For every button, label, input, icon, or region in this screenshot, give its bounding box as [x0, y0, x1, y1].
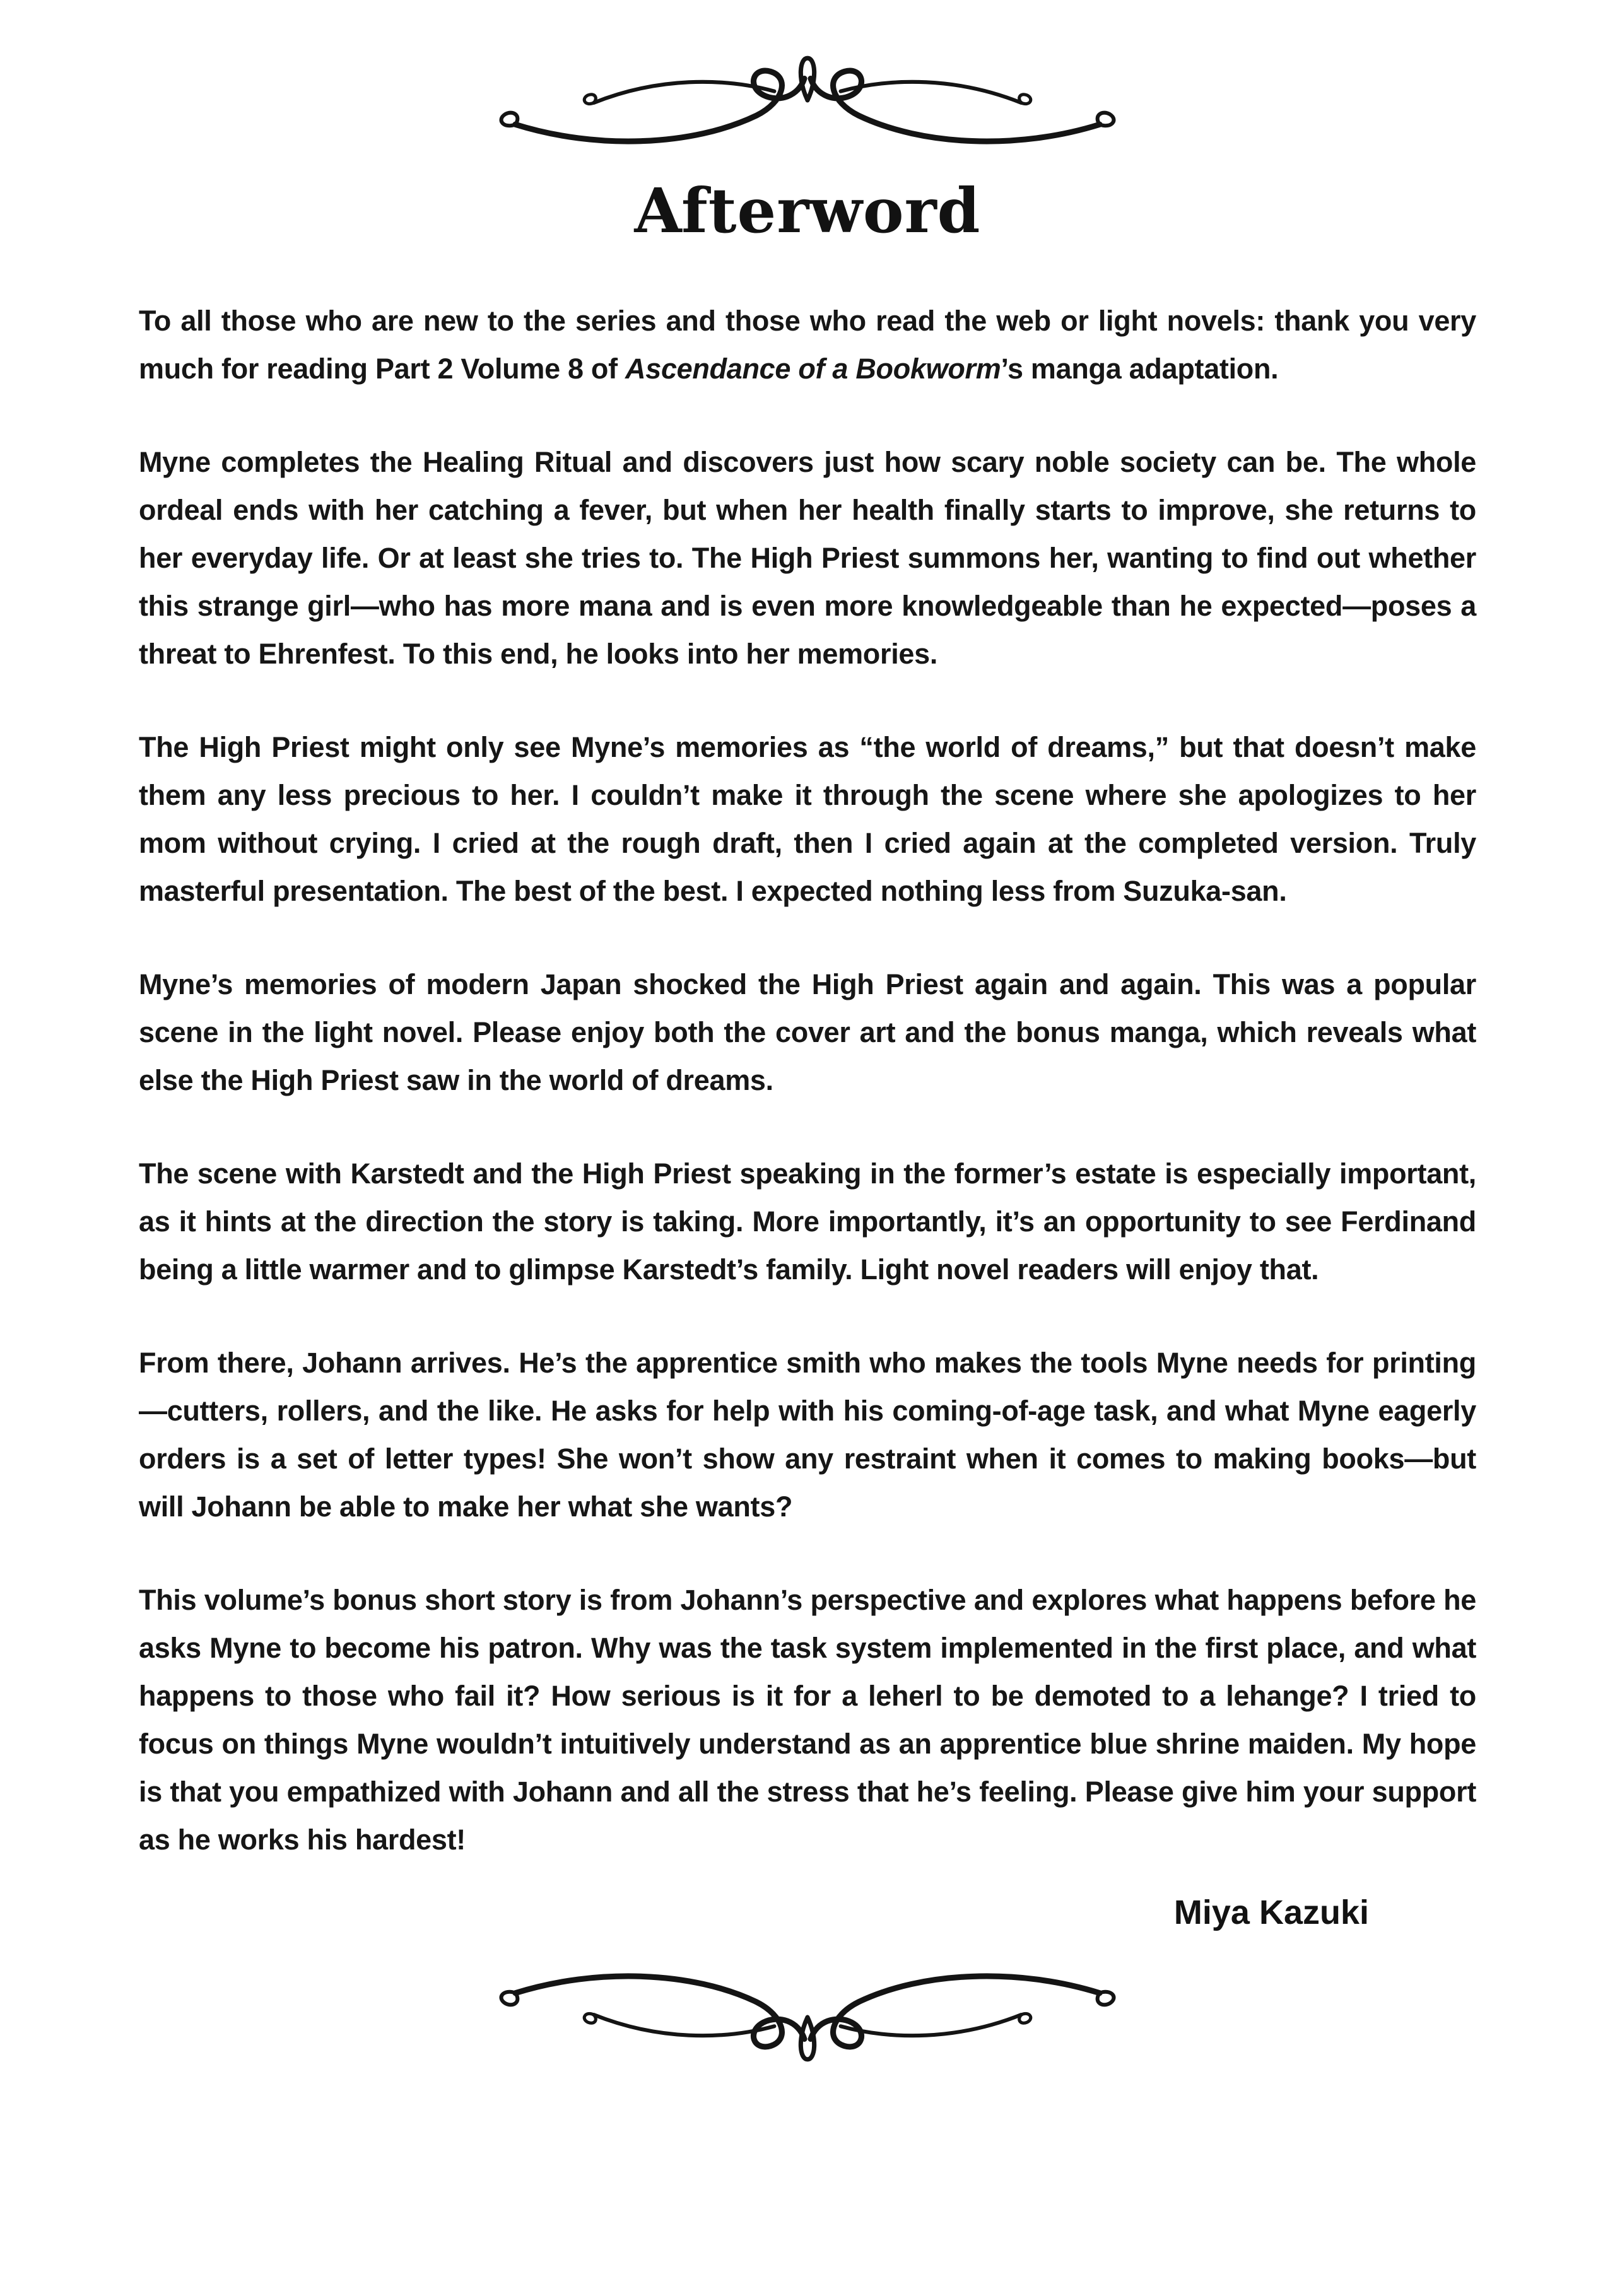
- paragraph-text: From there, Johann arrives. He’s the apprentice smith who makes the tools Myne needs for printing—cutters, rollers, and the like. He asks for help with his coming-of-age task, and what Myne eagerly orders is a set of letter types! She won’t show any restraint when it comes to making books—but will Johann be able to make her what she wants?: [139, 1347, 1476, 1523]
- paragraph: [139, 1150, 1476, 1294]
- afterword-body: [139, 297, 1476, 1864]
- paragraph: [139, 1339, 1476, 1531]
- flourish-icon: [473, 49, 1142, 164]
- paragraph-text: To all those who are new to the series and those who read the web or light novels: thank you very much for reading Part 2 Volume 8 of: [139, 305, 1476, 385]
- flourish-icon: [473, 1953, 1142, 2068]
- paragraph-text: This volume’s bonus short story is from Johann’s perspective and explores what happens before he asks Myne to become his patron. Why was the task system implemented in the first place, and what happens to those who fail it? How serious is it for a leherl to be demoted to a lehange? I tried to focus on things Myne wouldn’t intuitively understand as an apprentice blue shrine maiden. My hope is that you empathized with Johann and all the stress that he’s feeling. Please give him your support as he works his hardest!: [139, 1584, 1476, 1856]
- paragraph: [139, 723, 1476, 915]
- author-signature: Miya Kazuki: [1173, 1894, 1369, 1931]
- paragraph-text: The High Priest might only see Myne’s memories as “the world of dreams,” but that doesn’t make them any less precious to her. I couldn’t make it through the scene where she apologizes to her mom without crying. I cried at the rough draft, then I cried again at the completed version. Truly masterful presentation. The best of the best. I expected nothing less from Suzuka-san.: [139, 731, 1476, 907]
- paragraph-text: ’s manga adaptation.: [1001, 353, 1279, 385]
- paragraph: [139, 297, 1476, 393]
- paragraph: [139, 438, 1476, 678]
- book-title-italic: Ascendance of a Bookworm: [625, 353, 1001, 385]
- paragraph-text: The scene with Karstedt and the High Priest speaking in the former’s estate is especially important, as it hints at the direction the story is taking. More importantly, it’s an opportunity to see Ferdinand being a little warmer and to glimpse Karstedt’s family. Light novel readers will enjoy that.: [139, 1157, 1476, 1286]
- page-title: Afterword: [634, 175, 981, 247]
- bottom-flourish-ornament: [473, 1953, 1142, 2068]
- paragraph: [139, 961, 1476, 1104]
- top-flourish-ornament: [473, 49, 1142, 164]
- paragraph-text: Myne completes the Healing Ritual and discovers just how scary noble society can be. The whole ordeal ends with her catching a fever, but when her health finally starts to improve, she returns to her everyday life. Or at least she tries to. The High Priest summons her, wanting to find out whether this strange girl—who has more mana and is even more knowledgeable than he expected—poses a threat to Ehrenfest. To this end, he looks into her memories.: [139, 446, 1476, 670]
- paragraph: [139, 1576, 1476, 1864]
- paragraph-text: Myne’s memories of modern Japan shocked the High Priest again and again. This was a popular scene in the light novel. Please enjoy both the cover art and the bonus manga, which reveals what else the High Priest saw in the world of dreams.: [139, 968, 1476, 1096]
